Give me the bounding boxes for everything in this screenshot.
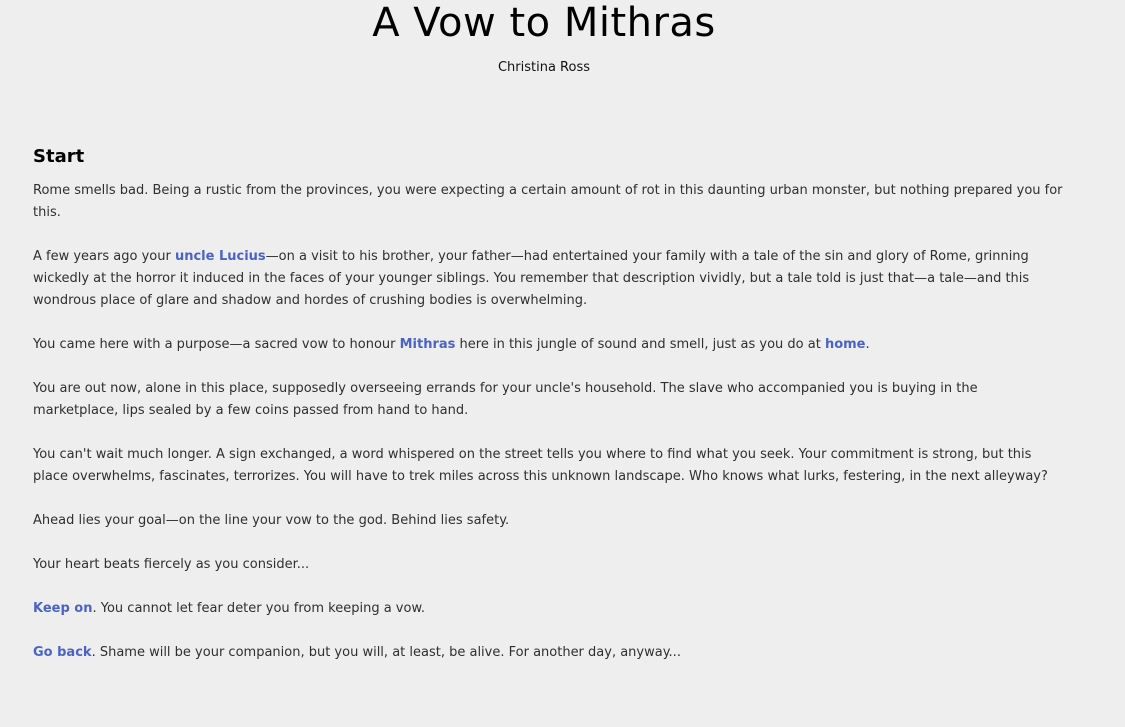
paragraph-7: Your heart beats fiercely as you consider... xyxy=(33,557,310,572)
choice-go-back xyxy=(33,642,1063,664)
mithras-link[interactable]: Mithras xyxy=(399,337,456,352)
uncle-lucius-link[interactable]: uncle Lucius xyxy=(174,249,266,264)
passage-title: Start xyxy=(33,146,85,167)
choice-keep-on-text: . You cannot let fear deter you from keeping a vow. xyxy=(92,601,426,616)
paragraph-4: You are out now, alone in this place, supposedly overseeing errands for your uncle's household. The slave who accompanied you is buying in the marketplace, lips sealed by a few coins passed from hand to hand. xyxy=(33,381,978,418)
paragraph-5: You can't wait much longer. A sign exchanged, a word whispered on the street tells you where to find what you seek. Your commitment is strong, but this place overwhelms, fascinates, terrorizes. You will have to trek miles across this unknown landscape. Who knows what lurks, festering, in the next alleyway? xyxy=(33,447,1048,484)
paragraph-3-text-after: . xyxy=(865,337,870,352)
paragraph-2-text-before: A few years ago your xyxy=(33,249,175,264)
paragraph-1: Rome smells bad. Being a rustic from the provinces, you were expecting a certain amount of rot in this daunting urban monster, but nothing prepared you for this. xyxy=(33,183,1063,220)
paragraph-3-text-middle: here in this jungle of sound and smell, just as you do at xyxy=(455,337,825,352)
choice-keep-on xyxy=(33,598,1063,620)
paragraph-3 xyxy=(33,334,1063,356)
story-author: Christina Ross xyxy=(497,60,591,75)
keep-on-link[interactable]: Keep on xyxy=(33,601,93,616)
story-header xyxy=(0,0,1088,75)
paragraph-2 xyxy=(33,246,1063,312)
go-back-link[interactable]: Go back xyxy=(33,645,92,660)
story-title: A Vow to Mithras xyxy=(372,0,716,46)
paragraph-3-text-before: You came here with a purpose—a sacred vow to honour xyxy=(33,337,400,352)
paragraph-6: Ahead lies your goal—on the line your vow to the god. Behind lies safety. xyxy=(33,513,510,528)
paragraph-2-text-after: —on a visit to his brother, your father—had entertained your family with a tale of the sin and glory of Rome, grinning wickedly at the horror it induced in the faces of your younger siblings. You remember that description vividly, but a tale told is just that—a tale—and this wondrous place of glare and shadow and hordes of crushing bodies is overwhelming. xyxy=(33,249,1030,308)
choice-go-back-text: . Shame will be your companion, but you will, at least, be alive. For another day, anyway... xyxy=(91,645,681,660)
passage xyxy=(33,145,1063,686)
home-link[interactable]: home xyxy=(824,337,866,352)
